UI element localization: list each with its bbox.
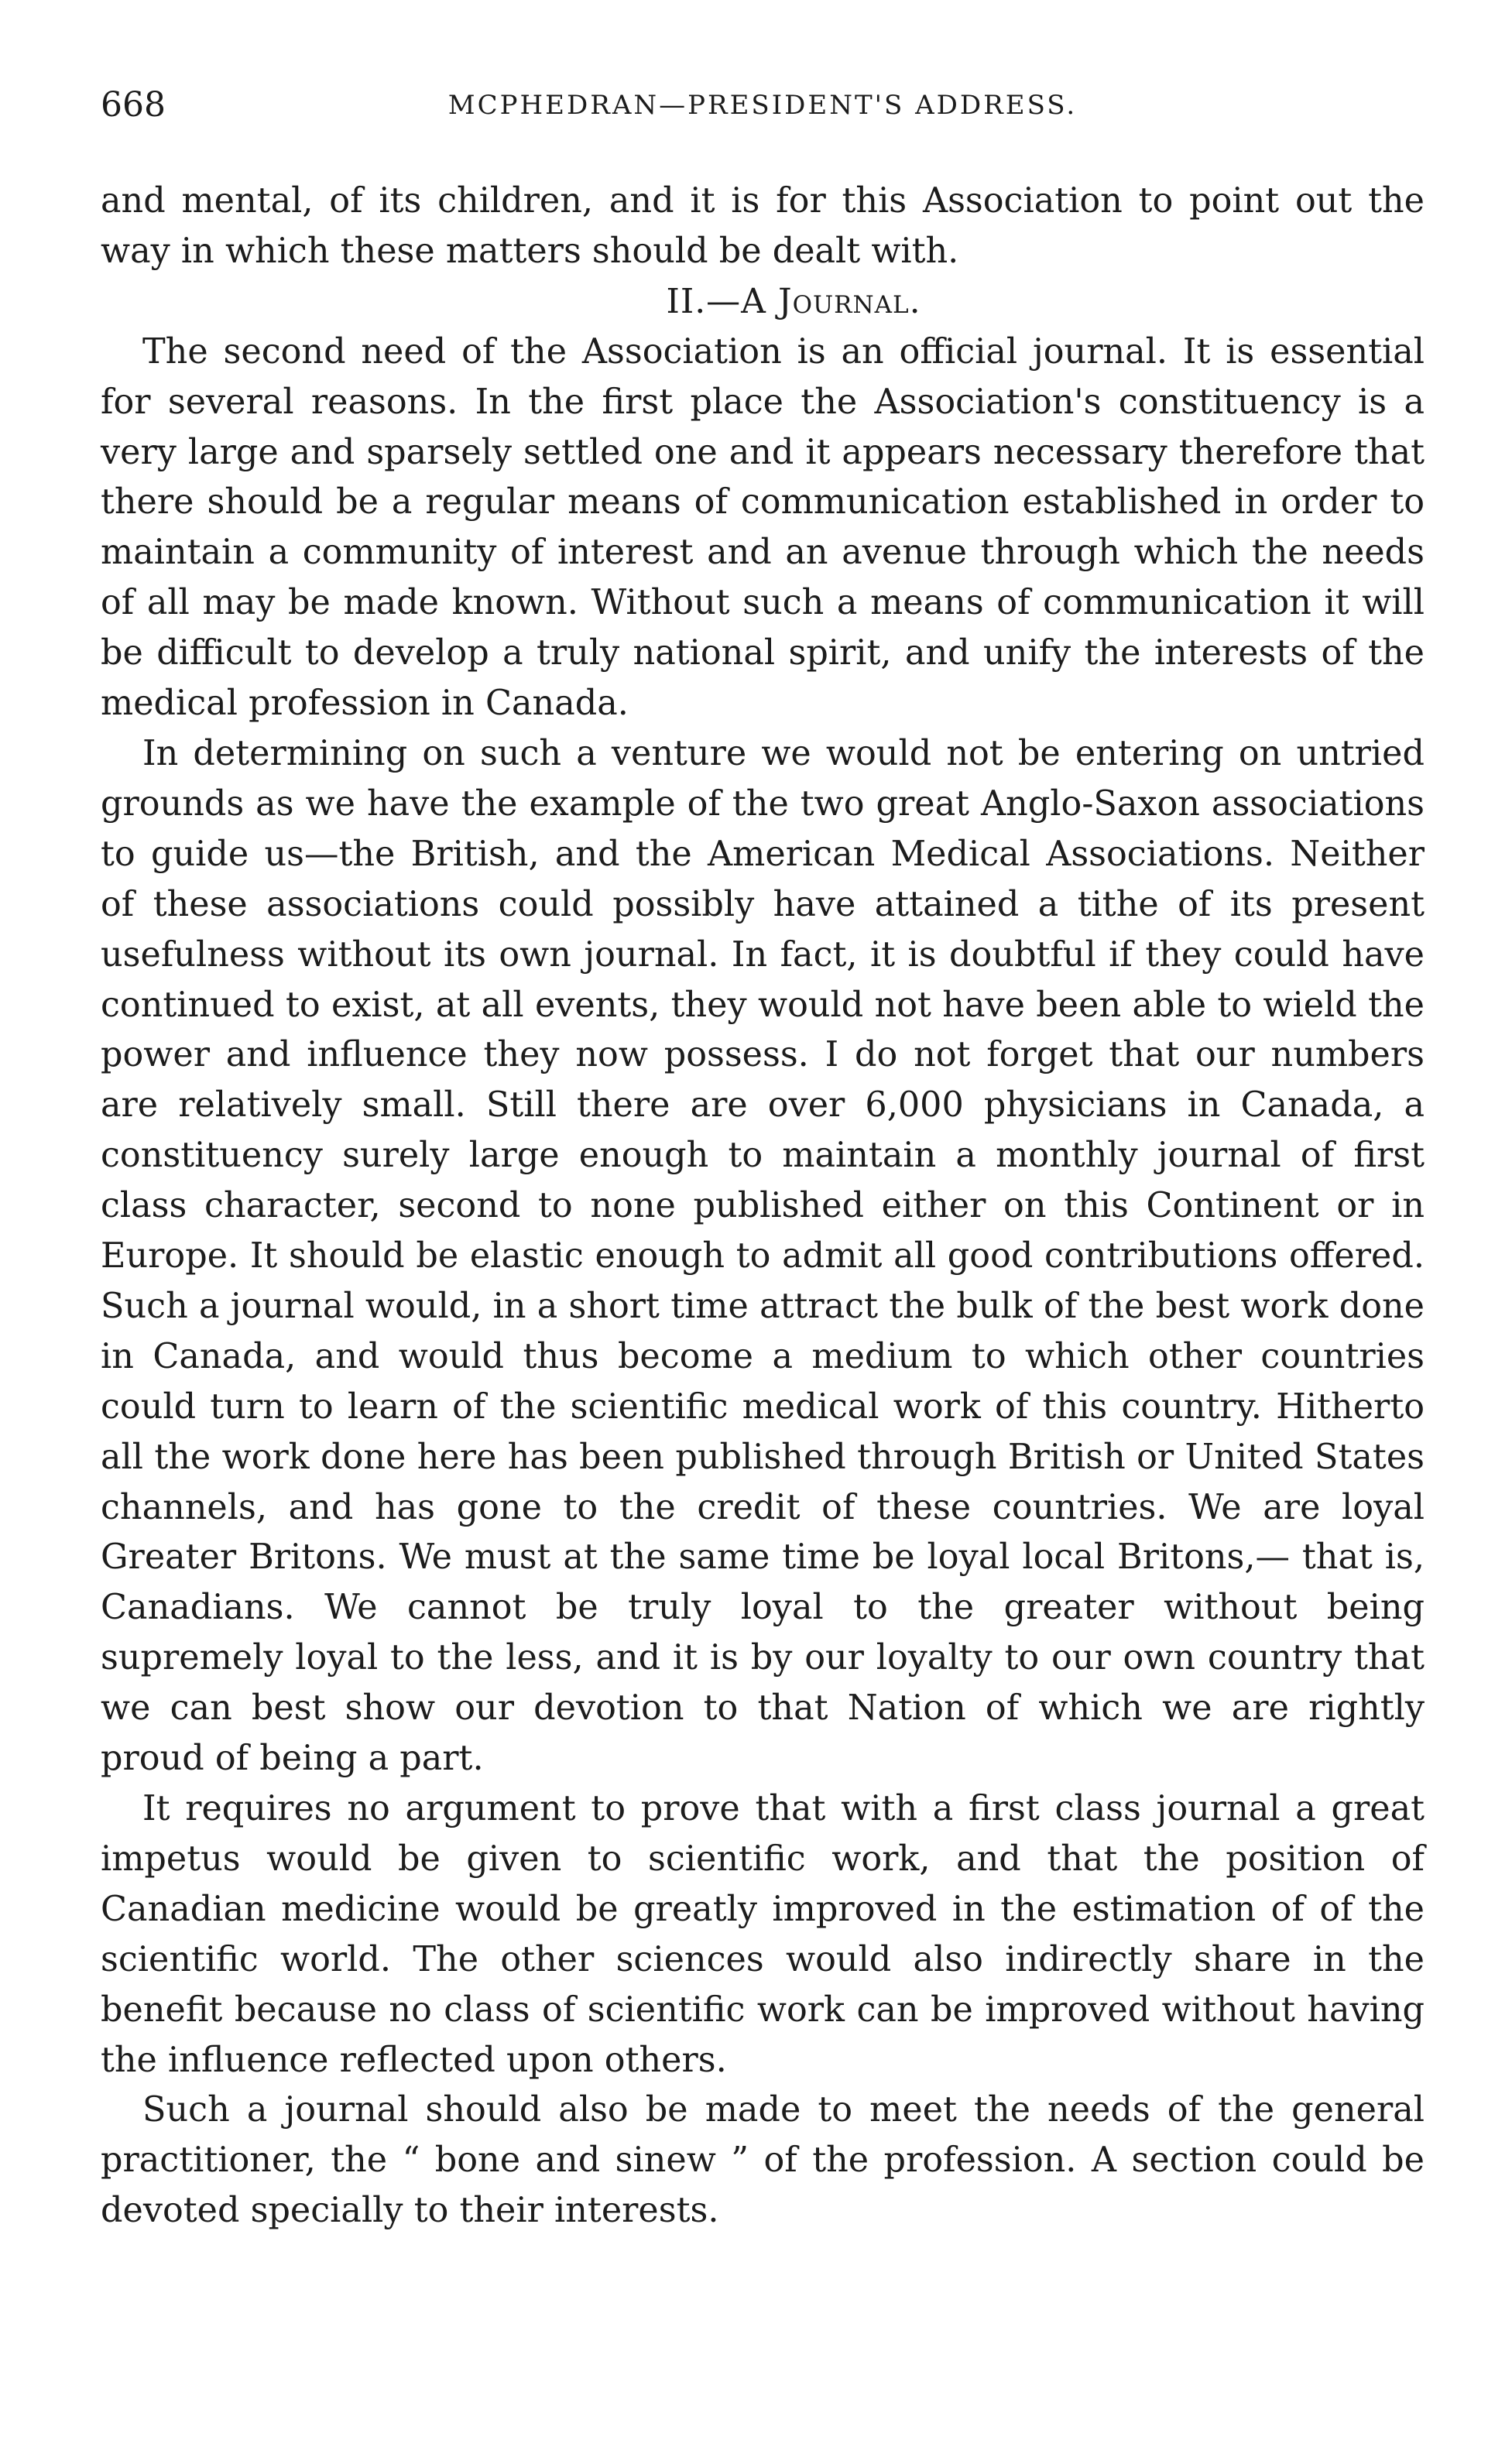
paragraph: The second need of the Association is an official journal. It is essential for several reasons. In the first place the Association's constituency is a very large and sparsely settled one and it appears necessary therefore that there should be a regular means of communication established in order to maintain a community of interest and an avenue through which the needs of all may be made known. Without such a means of communication it will be difficult to develop a truly national spirit, and unify the interests of the medical profession in Canada. xyxy=(101,331,1425,724)
paragraph-continuation: and mental, of its children, and it is for this Association to point out the way in which these matters should be dealt with. xyxy=(101,181,1425,271)
running-header xyxy=(101,77,1425,133)
paragraph: Such a journal should also be made to meet the needs of the general practitioner, the “ bone and sinew ” of the profession. A section could be devoted specially to their interests. xyxy=(101,2090,1425,2231)
running-title: MCPHEDRAN—PRESIDENT'S ADDRESS. xyxy=(447,90,1078,121)
paragraph: It requires no argument to prove that with a first class journal a great impetus would be given to scientific work, and that the position of Canadian medicine would be greatly improved in the estimation of of the scientific world. The other sciences would also indirectly share in the benefit because no class of scientific work can be improved without having the influence reflected upon others. xyxy=(101,1789,1425,2080)
section-heading: II.—A Journal. xyxy=(666,281,921,321)
document-page xyxy=(101,77,1425,2236)
page-number: 668 xyxy=(101,85,166,125)
body-text xyxy=(101,176,1425,2236)
paragraph: In determining on such a venture we would not be entering on untried grounds as we have the example of the two great Anglo-Saxon associations to guide us—the British, and the American Medical Associations. Neither of these associations could possibly have attained a tithe of its present usefulness without its own journal. In fact, it is doubtful if they could have continued to exist, at all events, they would not have been able to wield the power and influence they now possess. I do not forget that our numbers are relatively small. Still there are over 6,000 physicians in Canada, a constituency surely large enough to maintain a monthly journal of first class character, second to none published either on this Continent or in Europe. It should be elastic enough to admit all good contributions offered. Such a journal would, in a short time attract the bulk of the best work done in Canada, and would thus become a medium to which other countries could turn to learn of the scientific medical work of this country. Hitherto all the work done here has been published through British or United States channels, and has gone to the credit of these countries. We are loyal Greater Britons. We must at the same time be loyal local Britons,— that is, Canadians. We cannot be truly loyal to the greater without being supremely loyal to the less, and it is by our loyalty to our own country that we can best show our devotion to that Nation of which we are rightly proud of being a part. xyxy=(101,733,1425,1779)
